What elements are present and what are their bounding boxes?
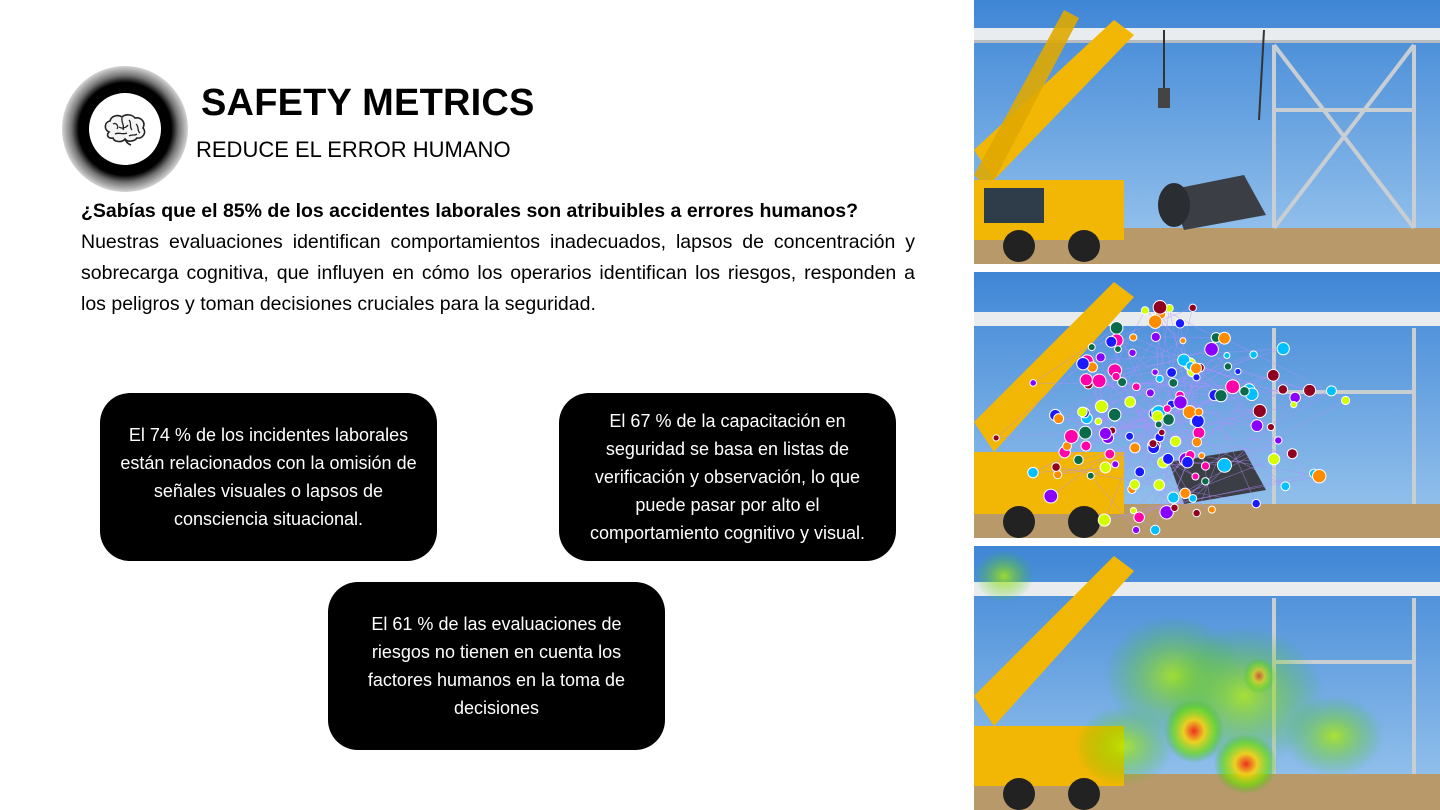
gaze-point [1148,315,1161,328]
gaze-point [1215,390,1227,402]
gaze-point [1287,449,1297,459]
gaze-point [1191,363,1202,374]
gaze-point [1028,467,1038,477]
gaze-point [1106,336,1117,347]
gaze-point [1193,509,1200,516]
gaze-point [1267,423,1274,430]
gaze-point [1149,440,1157,448]
gaze-point [1192,437,1201,446]
gaze-point [1130,443,1140,453]
gaze-point [1182,456,1194,468]
gaze-point [1088,344,1095,351]
gaze-point [1191,415,1204,428]
heatmap-photo [974,546,1440,810]
brain-icon [101,112,149,146]
gaze-point [1240,386,1250,396]
gaze-point [1154,480,1165,491]
gaze-point [1169,378,1178,387]
gaze-point [1044,489,1058,503]
gaze-point [1202,478,1209,485]
gaze-point [1077,357,1089,369]
gaze-point [1193,427,1205,439]
gaze-point [1079,426,1092,439]
gaze-point [1081,441,1091,451]
gaze-point [1224,353,1230,359]
gaze-point [1092,374,1106,388]
gaze-point [1278,385,1287,394]
gaze-point [1168,492,1179,503]
gaze-point [1268,453,1279,464]
gaze-point [1304,384,1316,396]
gaze-point [1281,482,1290,491]
gaze-plot-photo [974,272,1440,538]
gaze-point [1030,380,1037,387]
gaze-point [1171,504,1178,511]
stat-card-visual-signals [100,393,437,561]
stat-card-text: El 61 % de las evaluaciones de riesgos no tienen en cuenta los factores humanos en la toma de decisiones [367,614,626,718]
gaze-point [1052,463,1061,472]
gaze-point [1326,386,1336,396]
gaze-point [1189,494,1197,502]
gaze-point [1158,429,1165,436]
gaze-point [1054,471,1062,479]
logo-badge [89,93,161,165]
page-title: SAFETY METRICS [201,82,535,124]
intro-text [81,196,915,320]
gaze-point [1250,351,1257,358]
gaze-point [1130,507,1136,513]
gaze-point [1135,467,1145,477]
gaze-point [1054,414,1064,424]
gaze-point [1112,372,1120,380]
gaze-point [1275,437,1282,444]
gaze-point [1108,408,1121,421]
gaze-point [1087,472,1094,479]
gaze-point [1201,462,1209,470]
gaze-point [1277,343,1289,355]
gaze-point [1199,453,1205,459]
gaze-point [1080,374,1092,386]
gaze-point [1125,397,1136,408]
gaze-point [1224,363,1231,370]
gaze-point [1105,449,1115,459]
gaze-point [1095,418,1102,425]
gaze-point [1163,414,1175,426]
gaze-point [1153,301,1167,315]
gaze-point [1110,322,1123,335]
gaze-point [1134,512,1145,523]
stat-card-risk-assessment [328,582,665,750]
gaze-point [1167,368,1177,378]
gaze-point [1217,458,1231,472]
gaze-point [1151,525,1160,534]
gaze-point [1193,374,1200,381]
stat-card-text: El 67 % de la capacitación en seguridad se basa en listas de verificación y observación, lo que puede pasar por alto el comportamiento cognitivo y visual. [589,411,866,543]
gaze-point [1313,469,1326,482]
crane-photo [974,0,1440,264]
gaze-point [1195,408,1203,416]
gaze-point [1132,383,1140,391]
gaze-point [1130,334,1137,341]
gaze-point [1170,436,1180,446]
gaze-point [1152,369,1158,375]
gaze-point [1208,506,1215,513]
gaze-point [1175,319,1184,328]
gaze-point [1205,342,1219,356]
stat-card-text: El 74 % de los incidentes laborales están relacionados con la omisión de señales visuales o lapsos de consciencia situacional. [120,425,417,529]
page-subtitle: REDUCE EL ERROR HUMANO [196,137,511,162]
gaze-point [1133,526,1140,533]
intro-body: Nuestras evaluaciones identifican comportamientos inadecuados, lapsos de concentración y sobrecarga cognitiva, que influyen en cómo los operarios identifican los riesgos, responden a los peligros y toman decisiones cruciales para la seguridad. [81,231,915,315]
gaze-point [1064,430,1078,444]
gaze-point [1189,304,1196,311]
gaze-point [1152,411,1163,422]
gaze-point [1112,461,1119,468]
gaze-point [1235,368,1241,374]
gaze-point [1192,473,1199,480]
gaze-point [1098,514,1110,526]
gaze-point [1095,400,1107,412]
gaze-point [1130,480,1140,490]
gaze-point [1096,353,1105,362]
gaze-point [1163,405,1171,413]
gaze-point [1099,428,1111,440]
gaze-point [1291,402,1297,408]
gaze-point [1155,421,1162,428]
gaze-point [1253,404,1266,417]
gaze-point [1219,332,1231,344]
gaze-point [1074,455,1083,464]
gaze-point [1290,392,1301,403]
intro-question: ¿Sabías que el 85% de los accidentes laborales son atribuibles a errores humanos? [81,200,859,222]
gaze-point [1163,453,1174,464]
gaze-point [1151,332,1160,341]
gaze-point [1078,407,1088,417]
gaze-point [1126,432,1134,440]
gaze-point [1174,396,1187,409]
gaze-point [1342,396,1350,404]
gaze-point [1252,499,1260,507]
gaze-point [993,435,999,441]
gaze-point [1267,369,1279,381]
stat-card-training [559,393,896,561]
gaze-point [1129,349,1136,356]
gaze-point [1226,380,1240,394]
gaze-point [1115,346,1122,353]
gaze-point [1251,420,1263,432]
gaze-point [1156,375,1163,382]
gaze-point [1180,338,1186,344]
gaze-point [1146,389,1154,397]
gaze-point [1141,307,1149,315]
gaze-point [1100,462,1111,473]
